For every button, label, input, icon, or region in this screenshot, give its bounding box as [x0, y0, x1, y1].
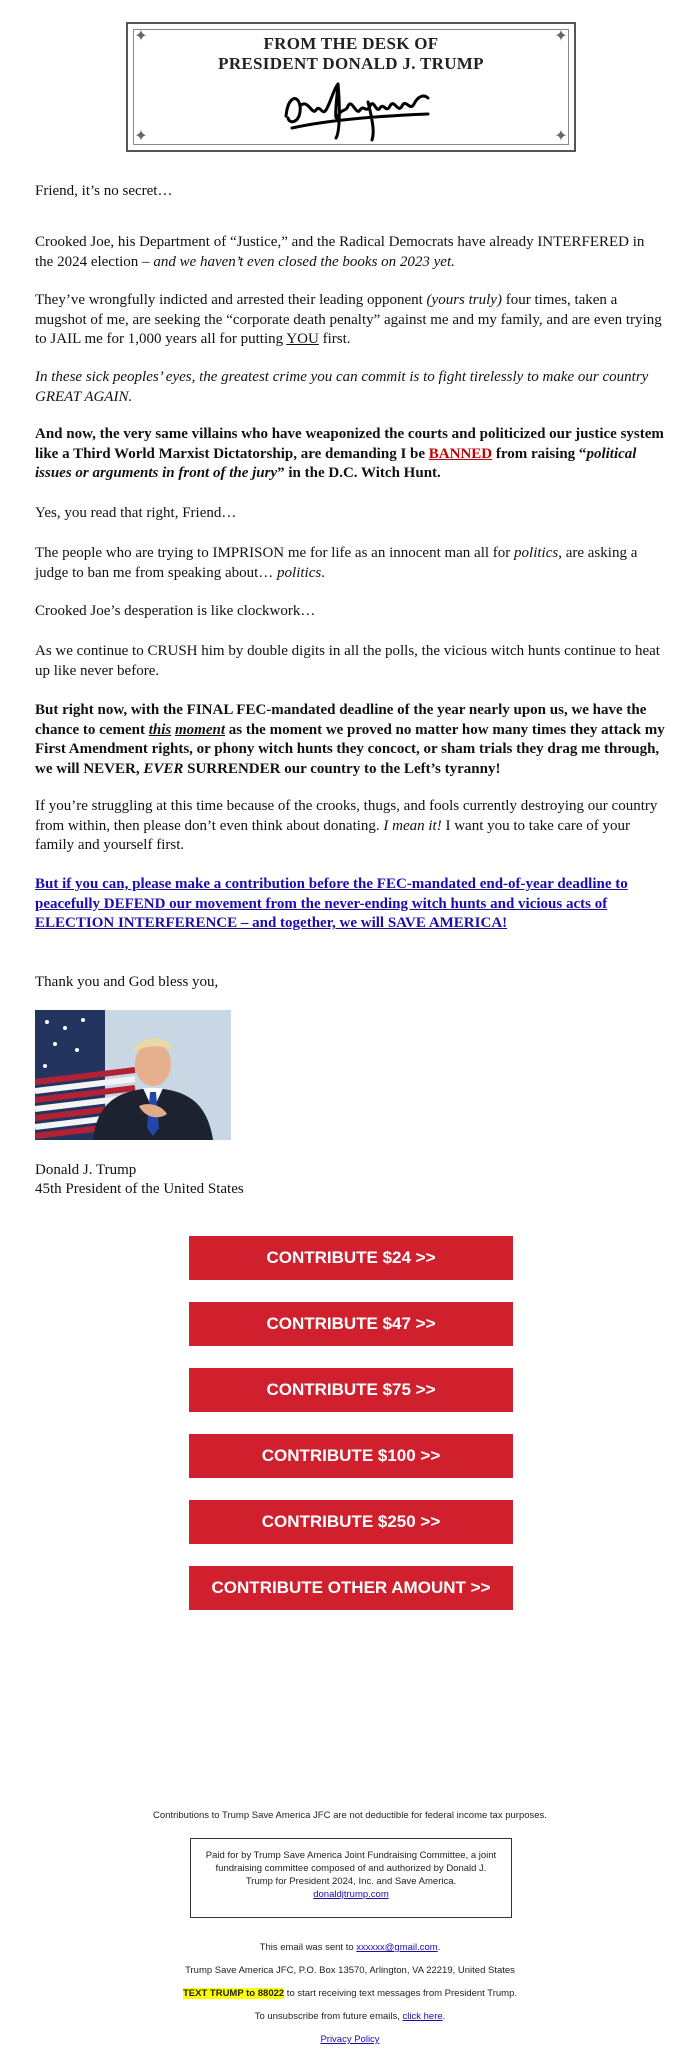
- contribute-100-button[interactable]: CONTRIBUTE $100 >>: [189, 1434, 513, 1478]
- closing: Thank you and God bless you,: [35, 974, 219, 990]
- unsubscribe-line: To unsubscribe from future emails, click here.: [254, 2011, 446, 2022]
- star-ornament-icon: ✦: [554, 28, 568, 45]
- tax-note: Contributions to Trump Save America JFC are not deductible for federal income tax purposes.: [153, 1810, 547, 1821]
- contribute-other-button[interactable]: CONTRIBUTE OTHER AMOUNT >>: [189, 1566, 513, 1610]
- recipient-email-link[interactable]: xxxxxx@gmail.com: [356, 1942, 438, 1953]
- paragraph-6: The people who are trying to IMPRISON me for life as an innocent man all for politics, are asking a judge to ban me from speaking about… politics.: [35, 545, 638, 581]
- privacy-line: [0, 2034, 700, 2045]
- contribute-250-button[interactable]: CONTRIBUTE $250 >>: [189, 1500, 513, 1544]
- contribute-24-button[interactable]: CONTRIBUTE $24 >>: [189, 1236, 513, 1280]
- contribute-75-button[interactable]: CONTRIBUTE $75 >>: [189, 1368, 513, 1412]
- paragraph-7: Crooked Joe’s desperation is like clockwork…: [35, 603, 316, 619]
- unsubscribe-link[interactable]: click here: [402, 2011, 443, 2022]
- paragraph-5: Yes, you read that right, Friend…: [35, 505, 237, 521]
- trump-photo: [35, 1010, 231, 1140]
- signature-name: Donald J. Trump: [35, 1162, 137, 1178]
- paid-for-text: Paid for by Trump Save America Joint Fundraising Committee, a joint fundraising committee composed of and authorized by Donald J. Trump for President 2024, Inc. and Save America.: [205, 1850, 497, 1887]
- paragraph-10: If you’re struggling at this time because of the crooks, thugs, and fools currently destroying our country from within, then please don’t even think about donating. I mean it! I want you to take care of your family and yourself first.: [35, 798, 658, 853]
- greeting: Friend, it’s no secret…: [35, 183, 173, 199]
- paragraph-3: In these sick peoples’ eyes, the greatest crime you can commit is to fight tirelessly to make our country GREAT AGAIN.: [35, 369, 649, 405]
- signature-title: 45th President of the United States: [35, 1181, 244, 1197]
- mailing-address: Trump Save America JFC, P.O. Box 13570, Arlington, VA 22219, United States: [185, 1965, 515, 1976]
- signature-image: [278, 76, 438, 142]
- letterhead-line-1: FROM THE DESK OF: [263, 34, 439, 53]
- paragraph-4: And now, the very same villains who have weaponized the courts and politicized our justice system like a Third World Marxist Dictatorship, are demanding I be BANNED from raising “political issues or arguments in front of the jury” in the D.C. Witch Hunt.: [35, 426, 664, 481]
- letterhead: [126, 22, 576, 152]
- donate-link[interactable]: But if you can, please make a contribution before the FEC-mandated end-of-year deadline to peacefully DEFEND our movement from the never-ending witch hunts and vicious acts of ELECTION INTERFERENCE – and together, we will SAVE AMERICA!: [35, 876, 628, 931]
- banned-link[interactable]: BANNED: [428, 445, 493, 462]
- paragraph-1: Crooked Joe, his Department of “Justice,” and the Radical Democrats have already INTERFERED in the 2024 election – and we haven’t even closed the books on 2023 yet.: [35, 234, 645, 270]
- paid-for-link[interactable]: donaldjtrump.com: [313, 1889, 389, 1900]
- paid-for-box: [190, 1838, 512, 1918]
- sent-to-line: This email was sent to xxxxxx@gmail.com.: [259, 1942, 441, 1953]
- letterhead-line-2: PRESIDENT DONALD J. TRUMP: [218, 54, 484, 73]
- text-optin-line: TEXT TRUMP to 88022 to start receiving text messages from President Trump.: [182, 1988, 518, 1999]
- paragraph-2: They’ve wrongfully indicted and arrested their leading opponent (yours truly) four times, taken a mugshot of me, are seeking the “corporate death penalty” against me and my family, and are even trying to JAIL me for 1,000 years all for putting YOU first.: [35, 292, 662, 347]
- star-ornament-icon: ✦: [134, 28, 148, 45]
- text-trump-highlight: TEXT TRUMP to 88022: [182, 1988, 285, 1999]
- paragraph-9: But right now, with the FINAL FEC-mandated deadline of the year nearly upon us, we have the chance to cement this moment as the moment we proved no matter how many times they attack my First Amendment rights, or phony witch hunts they concoct, or sham trials they drag me through, we will NEVER, EVER SURRENDER our country to the Left’s tyranny!: [35, 702, 665, 777]
- paragraph-8: As we continue to CRUSH him by double digits in all the polls, the vicious witch hunts continue to heat up like never before.: [35, 643, 660, 679]
- star-ornament-icon: ✦: [554, 128, 568, 145]
- contribute-47-button[interactable]: CONTRIBUTE $47 >>: [189, 1302, 513, 1346]
- star-ornament-icon: ✦: [134, 128, 148, 145]
- privacy-policy-link[interactable]: Privacy Policy: [320, 2034, 380, 2045]
- cta-paragraph: [35, 875, 665, 934]
